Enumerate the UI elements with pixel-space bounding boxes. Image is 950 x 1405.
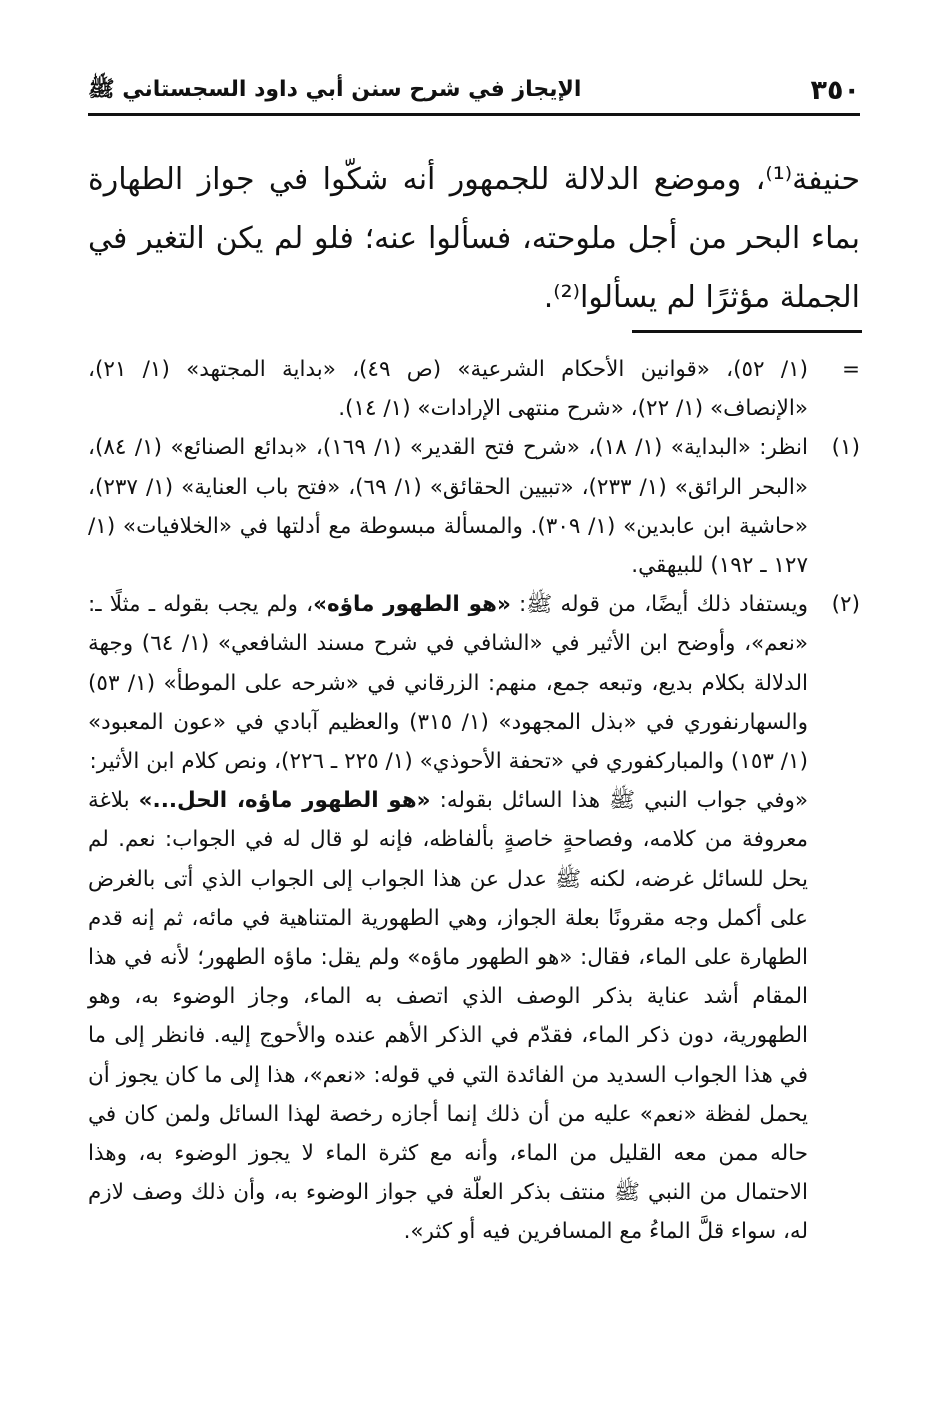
page-header bbox=[88, 72, 860, 116]
footnote-text-part: ، ولم يجب بقوله ـ مثلًا ـ: «نعم»، وأوضح ابن الأثير في «الشافي في شرح مسند الشافعي» (١/ ٦٤) وجهة الدلالة بكلام بديع، وتبعه جمع، منهم: الزرقاني في «شرحه على الموطأ» (١/ ٥٣) والسهارنفوري في «بذل المجهود» (١/ ٣١٥) والعظيم آبادي في «عون المعبود» (١/ ١٥٣) والمباركفوري في «تحفة الأحوذي» (١/ ٢٢٥ ـ ٢٢٦)، ونص كلام ابن الأثير: bbox=[88, 592, 809, 775]
main-text bbox=[88, 150, 860, 327]
footnote-separator bbox=[632, 330, 862, 333]
running-title: الإيجاز في شرح سنن أبي داود السجستاني ﷺ bbox=[88, 76, 582, 102]
page-number: ٣٥٠ bbox=[810, 75, 860, 106]
footnote-1 bbox=[88, 428, 860, 585]
quote-text-part: بلاغة معروفة من كلامه، وفصاحةٍ خاصةٍ بألفاظه، فإنه لو قال له في الجواب: نعم. لم يحل للسائل غرضه، لكنه ﷺ عدل عن هذا الجواب إلى الجواب الذي أتى بالغرض على أكمل وجه مقرونًا بعلة الجواز، وهي الطهورية المتناهية في مائه، ثم إنه قدم الطهارة على الماء، فقال: «هو الطهور ماؤه» ولم يقل: ماؤه الطهور؛ لأنه في هذا المقام أشد عناية بذكر الوصف الذي اتصف به الماء، وجاز الوضوء به، وهو الطهورية، دون ذكر الماء، فقدّم في الذكر الأهم عنده والأحوج إليه. فانظر إلى ما في هذا الجواب السديد من الفائدة التي في قوله: «نعم»، هذا إلى ما كان يجوز أن يحمل لفظة «نعم» عليه من أن ذلك إنما أجازه رخصة لهذا السائل ولمن كان في حاله ممن معه القليل من الماء، وأنه مع كثرة الماء لا يجوز الوضوء به، وهذا الاحتمال من النبي ﷺ منتف بذكر العلّة في جواز الوضوء به، وأن ذلك وصف لازم له، سواء قلَّ الماءُ مع المسافرين فيه أو كثر». bbox=[88, 788, 808, 1245]
ibn-athir-quote bbox=[88, 781, 808, 1251]
footnote-text: (١/ ٥٢)، «قوانين الأحكام الشرعية» (ص ٤٩)، «بداية المجتهد» (١/ ٢١)، «الإنصاف» (١/ ٢٢)، «شرح منتهى الإرادات» (١/ ١٤). bbox=[88, 357, 809, 422]
quote-text-part: «وفي جواب النبي ﷺ هذا السائل بقوله: bbox=[430, 788, 809, 814]
footnote-text bbox=[88, 585, 808, 781]
footnote-continued bbox=[88, 350, 860, 428]
footnote-marker: = bbox=[841, 357, 860, 382]
footnote-marker: (١) bbox=[831, 435, 860, 461]
footnotes bbox=[88, 350, 860, 1252]
footnote-text: انظر: «البداية» (١/ ١٨)، «شرح فتح القدير» (١/ ١٦٩)، «بدائع الصنائع» (١/ ٨٤)، «البحر الرائق» (١/ ٢٣٣)، «تبيين الحقائق» (١/ ٦٩)، «فتح باب العناية» (١/ ٢٣٧)، «حاشية ابن عابدين» (١/ ٣٠٩). والمسألة مبسوطة مع أدلتها في «الخلافيات» (١/ ١٢٧ ـ ١٩٢) للبيهقي. bbox=[88, 435, 809, 579]
footnote-text-part: ويستفاد ذلك أيضًا، من قوله ﷺ: bbox=[510, 592, 808, 618]
footnote-2 bbox=[88, 585, 860, 1251]
footnote-marker: (٢) bbox=[831, 592, 860, 618]
hadith-bold: «هو الطهور ماؤه، الحل...» bbox=[138, 788, 431, 814]
hadith-bold: «هو الطهور ماؤه» bbox=[313, 592, 511, 618]
main-paragraph: حنيفة⁽¹⁾، وموضع الدلالة للجمهور أنه شكّوا في جواز الطهارة بماء البحر من أجل ملوحته، فسألوا عنه؛ فلو لم يكن التغير في الجملة مؤثرًا لم يسألوا⁽²⁾. bbox=[88, 162, 860, 315]
